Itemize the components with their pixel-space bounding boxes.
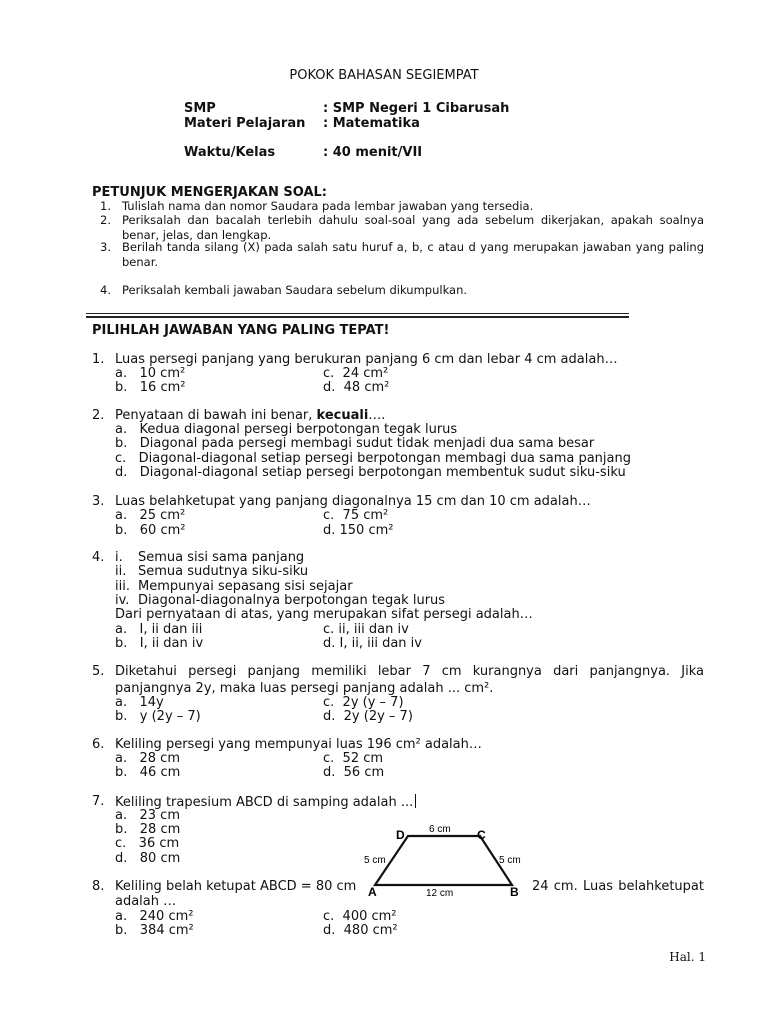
option-c[interactable]: c. 75 cm² <box>323 508 389 523</box>
question-number: 3. <box>92 494 105 509</box>
option-c[interactable]: c. 52 cm <box>323 751 384 766</box>
question-stem: Luas persegi panjang yang berukuran panjang 6 cm dan lebar 4 cm adalah… <box>115 352 618 367</box>
option-d[interactable]: d. I, ii, iii dan iv <box>323 636 422 651</box>
section-title: PILIHLAH JAWABAN YANG PALING TEPAT! <box>92 323 390 338</box>
emphasis-kecuali: kecuali <box>316 408 369 423</box>
instruction-number: 4. <box>100 283 111 297</box>
question-number: 1. <box>92 352 105 367</box>
instruction-text: Periksalah dan bacalah terlebih dahulu soal-soal yang ada sebelum dikerjakan, apakah soalnya benar, jelas, dan lengkap. <box>122 213 704 242</box>
statement-number: i. <box>115 550 123 565</box>
instructions-heading: PETUNJUK MENGERJAKAN SOAL: <box>92 185 328 200</box>
header-value-subject: : Matematika <box>323 116 420 131</box>
option-a[interactable]: a. I, ii dan iii <box>115 622 203 637</box>
option-d[interactable]: d. 48 cm² <box>323 380 390 395</box>
option-a[interactable]: a. 240 cm² <box>115 909 194 924</box>
option-c[interactable]: c. 24 cm² <box>323 366 389 381</box>
vertex-c-label: C <box>477 828 486 842</box>
option-b[interactable]: b. 384 cm² <box>115 923 194 938</box>
instruction-text: Tulislah nama dan nomor Saudara pada lembar jawaban yang tersedia. <box>122 199 534 213</box>
option-d[interactable]: d. 150 cm² <box>323 523 394 538</box>
text-cursor <box>415 794 416 808</box>
option-c[interactable]: c. Diagonal-diagonal setiap persegi berpotongan membagi dua sama panjang <box>115 451 631 466</box>
option-c[interactable]: c. ii, iii dan iv <box>323 622 409 637</box>
question-number: 2. <box>92 408 105 423</box>
vertex-b-label: B <box>510 885 519 898</box>
left-side-label: 5 cm <box>364 855 386 866</box>
header-label-subject: Materi Pelajaran <box>184 116 306 131</box>
instruction-item <box>92 283 704 298</box>
option-d[interactable]: d. 80 cm <box>115 851 181 866</box>
option-b[interactable]: b. 46 cm <box>115 765 181 780</box>
bottom-side-label: 12 cm <box>426 888 454 898</box>
question-stem: Penyataan di bawah ini benar, kecuali…. <box>115 408 386 423</box>
option-a[interactable]: a. 14y <box>115 695 164 710</box>
question-number: 4. <box>92 550 105 565</box>
instruction-item <box>92 199 704 214</box>
option-b[interactable]: b. Diagonal pada persegi membagi sudut tidak menjadi dua sama besar <box>115 436 595 451</box>
option-b[interactable]: b. 16 cm² <box>115 380 186 395</box>
option-d[interactable]: d. 480 cm² <box>323 923 398 938</box>
question-stem: Keliling trapesium ABCD di samping adalah ... <box>115 794 416 810</box>
option-b[interactable]: b. 60 cm² <box>115 523 186 538</box>
option-d[interactable]: d. 2y (2y – 7) <box>323 709 413 724</box>
option-c[interactable]: c. 400 cm² <box>323 909 397 924</box>
question-number: 8. <box>92 879 105 894</box>
statement-number: iii. <box>115 579 130 594</box>
vertex-a-label: A <box>368 885 377 898</box>
statement-number: iv. <box>115 593 130 608</box>
vertex-d-label: D <box>396 828 405 842</box>
instruction-text: Periksalah kembali jawaban Saudara sebelum dikumpulkan. <box>122 283 468 297</box>
instruction-item <box>92 213 704 243</box>
statement-text: Semua sudutnya siku-siku <box>138 564 309 579</box>
option-c[interactable]: c. 36 cm <box>115 836 180 851</box>
question-stem-line-2: panjangnya 2y, maka luas persegi panjang adalah ... cm². <box>115 681 494 696</box>
instruction-number: 3. <box>100 240 111 254</box>
option-a[interactable]: a. 25 cm² <box>115 508 186 523</box>
right-side-label: 5 cm <box>499 855 521 866</box>
option-a[interactable]: a. 28 cm <box>115 751 180 766</box>
option-b[interactable]: b. y (2y – 7) <box>115 709 201 724</box>
option-a[interactable]: a. 23 cm <box>115 808 180 823</box>
option-d[interactable]: d. Diagonal-diagonal setiap persegi berpotongan membentuk sudut siku-siku <box>115 465 626 480</box>
question-number: 5. <box>92 664 105 679</box>
page-number: Hal. 1 <box>669 950 706 964</box>
question-stem-right: 24 cm. Luas belahketupat <box>532 879 704 894</box>
option-b[interactable]: b. 28 cm <box>115 822 181 837</box>
instruction-item <box>92 240 704 270</box>
option-d[interactable]: d. 56 cm <box>323 765 385 780</box>
top-side-label: 6 cm <box>429 824 451 835</box>
trapezoid-diagram <box>358 818 534 898</box>
page-title: POKOK BAHASAN SEGIEMPAT <box>289 68 479 83</box>
header-value-school: : SMP Negeri 1 Cibarusah <box>323 101 510 116</box>
question-stem: Luas belahketupat yang panjang diagonalnya 15 cm dan 10 cm adalah… <box>115 494 591 509</box>
divider-line <box>86 316 629 318</box>
statement-text: Mempunyai sepasang sisi sejajar <box>138 579 353 594</box>
option-b[interactable]: b. I, ii dan iv <box>115 636 204 651</box>
header-label-school: SMP <box>184 101 216 116</box>
question-stem-line-1: Diketahui persegi panjang memiliki lebar 7 cm kurangnya dari panjangnya. Jika <box>115 664 704 679</box>
header-label-time: Waktu/Kelas <box>184 145 276 160</box>
instruction-number: 2. <box>100 213 111 227</box>
question-stem: Dari pernyataan di atas, yang merupakan sifat persegi adalah… <box>115 607 533 622</box>
question-number: 6. <box>92 737 105 752</box>
option-c[interactable]: c. 2y (y – 7) <box>323 695 404 710</box>
question-stem-line-2: adalah … <box>115 894 177 909</box>
statement-number: ii. <box>115 564 127 579</box>
statement-text: Diagonal-diagonalnya berpotongan tegak lurus <box>138 593 446 608</box>
instruction-number: 1. <box>100 199 111 213</box>
option-a[interactable]: a. Kedua diagonal persegi berpotongan tegak lurus <box>115 422 458 437</box>
divider-line <box>86 313 629 314</box>
statement-text: Semua sisi sama panjang <box>138 550 305 565</box>
question-stem: Keliling persegi yang mempunyai luas 196 cm² adalah… <box>115 737 482 752</box>
question-number: 7. <box>92 794 105 809</box>
instruction-text: Berilah tanda silang (X) pada salah satu huruf a, b, c atau d yang merupakan jawaban yang paling benar. <box>122 240 704 269</box>
question-stem-left: Keliling belah ketupat ABCD = 80 cm <box>115 879 357 894</box>
header-value-time: : 40 menit/VII <box>323 145 423 160</box>
option-a[interactable]: a. 10 cm² <box>115 366 186 381</box>
